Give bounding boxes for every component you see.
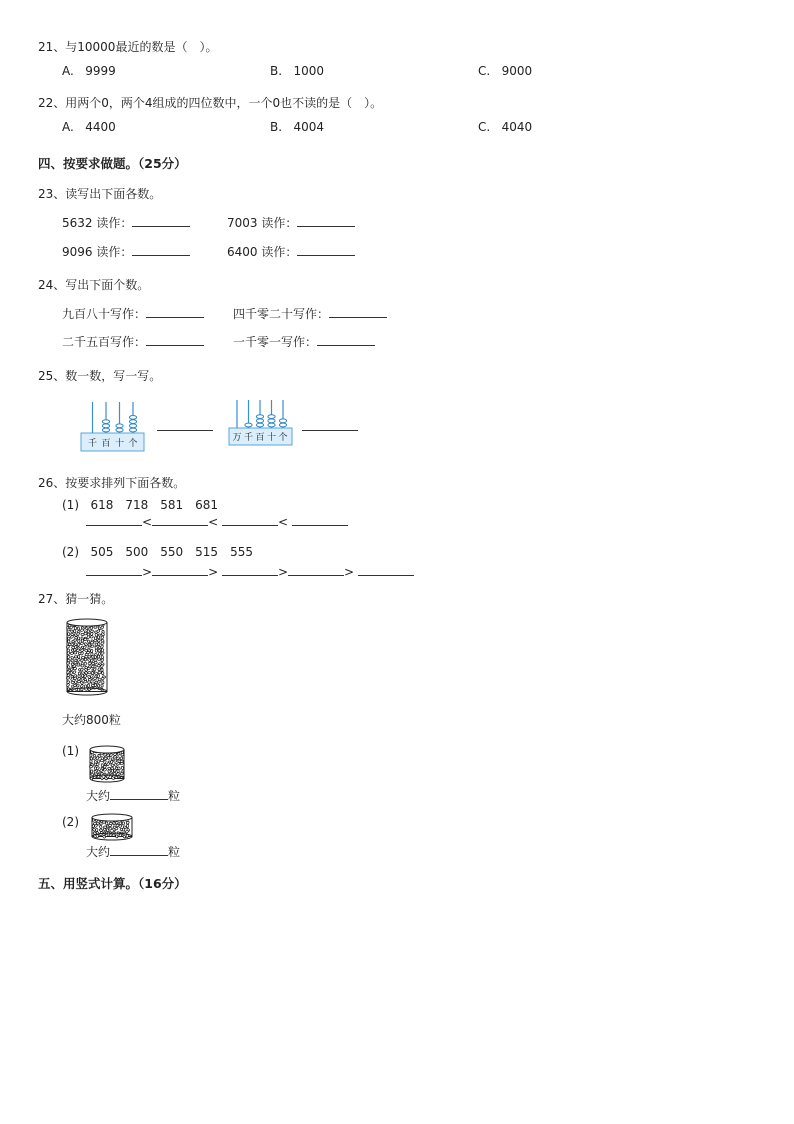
section-5-heading: 五、用竖式计算。（16分） — [38, 876, 187, 891]
bean — [74, 639, 78, 642]
answer-blank[interactable] — [86, 563, 142, 576]
bean — [66, 677, 70, 680]
q25-stem: 25、数一数，写一写。 — [38, 369, 162, 383]
bean — [90, 754, 92, 757]
abacus-2 — [228, 400, 294, 448]
q26-part-1 — [62, 496, 218, 513]
q24-stem: 24、写出下面个数。 — [38, 278, 150, 292]
item-label: 二千五百写作： — [62, 335, 147, 349]
q26-part-1-answer — [86, 513, 348, 529]
abacus-bead — [245, 423, 252, 427]
item-label: 一千零一写作： — [233, 335, 318, 349]
q24-item — [62, 305, 204, 322]
bean — [84, 662, 87, 665]
abacus-place-label: 千 — [87, 439, 98, 449]
option-letter: C. — [478, 64, 491, 78]
bean-jar-medium-image — [89, 745, 125, 783]
bean — [77, 680, 80, 683]
bean — [95, 828, 98, 831]
q21-option-b[interactable] — [270, 64, 324, 78]
option-letter: A. — [62, 120, 74, 134]
bean — [101, 649, 103, 652]
option-letter: C. — [478, 120, 491, 134]
jar-rim — [90, 746, 124, 753]
q25-answer-blank-1[interactable] — [157, 418, 213, 431]
q23-item — [62, 214, 190, 231]
less-than-sign: < — [208, 515, 219, 529]
option-value: 1000 — [293, 64, 325, 78]
q21-option-c[interactable] — [478, 64, 532, 78]
abacus-1 — [80, 400, 146, 454]
bean — [101, 671, 104, 674]
abacus-bead — [256, 423, 263, 427]
bean — [87, 681, 91, 684]
abacus-place-label: 千 — [243, 433, 254, 443]
bean — [88, 655, 92, 658]
greater-than-sign: > — [277, 565, 289, 579]
bean — [90, 642, 93, 644]
item-label: 5632 读作： — [62, 216, 133, 230]
option-value: 4040 — [501, 120, 533, 134]
abacus-bead — [279, 419, 286, 423]
abacus-place-label: 十 — [114, 439, 125, 449]
q27-caption: 大约800粒 — [62, 713, 121, 727]
bean — [115, 835, 118, 839]
bean — [102, 681, 105, 684]
section-4-heading: 四、按要求做题。（25分） — [38, 156, 187, 171]
greater-than-sign: > — [142, 565, 153, 579]
bean — [88, 662, 91, 665]
answer-blank[interactable] — [222, 563, 278, 576]
option-value: 4004 — [293, 120, 325, 134]
bean — [84, 632, 87, 635]
abacus-bead — [116, 428, 123, 432]
abacus-bead — [268, 419, 275, 423]
q27-stem: 27、猜一猜。 — [38, 592, 114, 606]
abacus-place-label: 百 — [101, 439, 111, 449]
number-list: 505 500 550 515 555 — [90, 545, 253, 559]
abacus-bead — [268, 415, 275, 419]
option-value: 9000 — [501, 64, 533, 78]
less-than-sign: < — [142, 515, 153, 529]
bean — [81, 664, 85, 667]
bean — [90, 760, 93, 763]
bean — [90, 636, 94, 639]
abacus-bead — [129, 428, 136, 432]
jar-rim — [92, 814, 132, 821]
bean-jar-large-image — [66, 618, 108, 696]
bean — [77, 655, 79, 658]
abacus-bead — [102, 428, 109, 432]
abacus-bead — [268, 423, 275, 427]
abacus-bead — [256, 415, 263, 419]
bean — [77, 632, 80, 636]
bean — [93, 677, 96, 680]
jar-rim — [67, 619, 107, 626]
bean — [67, 629, 70, 632]
bean — [100, 759, 104, 762]
bean — [74, 626, 77, 630]
abacus-bead — [129, 424, 136, 428]
bean — [74, 656, 77, 658]
q21-stem: 21、与10000最近的数是（ ）。 — [38, 40, 218, 54]
answer-blank[interactable] — [110, 843, 168, 856]
option-value: 4400 — [85, 120, 116, 134]
bean — [98, 671, 101, 674]
bean — [97, 658, 100, 661]
q22-option-a[interactable] — [62, 120, 116, 134]
option-letter: B. — [270, 120, 283, 134]
greater-than-sign: > — [208, 565, 219, 579]
item-label: 7003 读作： — [227, 216, 298, 230]
bean — [67, 632, 70, 636]
answer-blank[interactable] — [297, 243, 355, 256]
item-label: 四千零二十写作： — [233, 307, 330, 321]
abacus-place-label: 百 — [255, 433, 265, 443]
abacus-bead — [102, 424, 109, 428]
item-label: 9096 读作： — [62, 245, 133, 259]
part-number: (2) — [62, 545, 79, 559]
answer-suffix: 粒 — [168, 845, 181, 859]
answer-blank[interactable] — [152, 513, 208, 526]
bean — [70, 652, 74, 655]
bean — [90, 649, 93, 653]
q22-stem: 22、用两个0，两个4组成的四位数中，一个0也不读的是（ ）。 — [38, 96, 383, 110]
abacus-bead — [129, 416, 136, 420]
q24-item — [233, 333, 375, 350]
bean — [113, 756, 117, 759]
bean — [112, 834, 116, 837]
q23-item — [227, 214, 355, 231]
bean — [94, 626, 97, 628]
less-than-sign: < — [277, 515, 289, 529]
abacus-bead — [256, 419, 263, 423]
answer-blank[interactable] — [110, 787, 168, 800]
q27-part-1-answer — [86, 787, 180, 804]
bean — [101, 668, 103, 671]
q23-item — [62, 243, 190, 260]
answer-blank[interactable] — [146, 333, 204, 346]
answer-blank[interactable] — [86, 513, 142, 526]
greater-than-sign: > — [344, 565, 355, 579]
item-label: 九百八十写作： — [62, 307, 147, 321]
bean — [77, 664, 80, 667]
answer-prefix: 大约 — [86, 845, 111, 859]
answer-blank[interactable] — [329, 305, 387, 318]
answer-suffix: 粒 — [168, 789, 181, 803]
answer-blank[interactable] — [132, 243, 190, 256]
answer-blank[interactable] — [297, 214, 355, 227]
bean — [87, 684, 89, 687]
q22-option-c[interactable] — [478, 120, 532, 134]
abacus-bead — [102, 420, 109, 424]
option-letter: A. — [62, 64, 74, 78]
option-letter: B. — [270, 64, 283, 78]
abacus-place-label: 万 — [232, 433, 242, 443]
bean — [108, 824, 111, 826]
bean — [101, 684, 104, 687]
option-value: 9999 — [85, 64, 116, 78]
part-number: (1) — [62, 498, 79, 512]
q27-part-2-number: (2) — [62, 815, 79, 829]
q26-part-2 — [62, 543, 253, 560]
bean — [94, 661, 97, 664]
q24-item — [233, 305, 387, 322]
q25-answer-blank-2[interactable] — [302, 418, 358, 431]
abacus-place-label: 个 — [128, 439, 138, 449]
answer-prefix: 大约 — [86, 789, 111, 803]
q27-part-1-number: (1) — [62, 744, 79, 758]
q27-part-2-answer — [86, 843, 180, 860]
q22-option-b[interactable] — [270, 120, 324, 134]
number-list: 618 718 581 681 — [90, 498, 219, 512]
bean — [73, 652, 76, 655]
q23-stem: 23、读写出下面各数。 — [38, 187, 162, 201]
q26-part-2-answer — [86, 563, 414, 579]
abacus-place-label: 十 — [266, 433, 277, 443]
q26-stem: 26、按要求排列下面各数。 — [38, 476, 186, 490]
bean-jar-small-image — [91, 813, 133, 841]
q24-item — [62, 333, 204, 350]
answer-blank[interactable] — [317, 333, 375, 346]
answer-blank[interactable] — [288, 563, 344, 576]
abacus-place-label: 个 — [278, 433, 288, 443]
answer-blank[interactable] — [292, 513, 348, 526]
bean — [97, 642, 100, 646]
bean — [86, 651, 90, 654]
abacus-bead — [129, 420, 136, 424]
answer-blank[interactable] — [132, 214, 190, 227]
abacus-bead — [279, 423, 286, 427]
answer-blank[interactable] — [152, 563, 208, 576]
q23-item — [227, 243, 355, 260]
answer-blank[interactable] — [358, 563, 414, 576]
bean — [123, 828, 125, 831]
abacus-bead — [116, 424, 123, 428]
q21-option-a[interactable] — [62, 64, 116, 78]
answer-blank[interactable] — [146, 305, 204, 318]
bean — [97, 636, 99, 639]
bean — [91, 682, 94, 684]
bean — [126, 824, 128, 827]
bean — [71, 681, 75, 684]
answer-blank[interactable] — [222, 513, 278, 526]
item-label: 6400 读作： — [227, 245, 298, 259]
